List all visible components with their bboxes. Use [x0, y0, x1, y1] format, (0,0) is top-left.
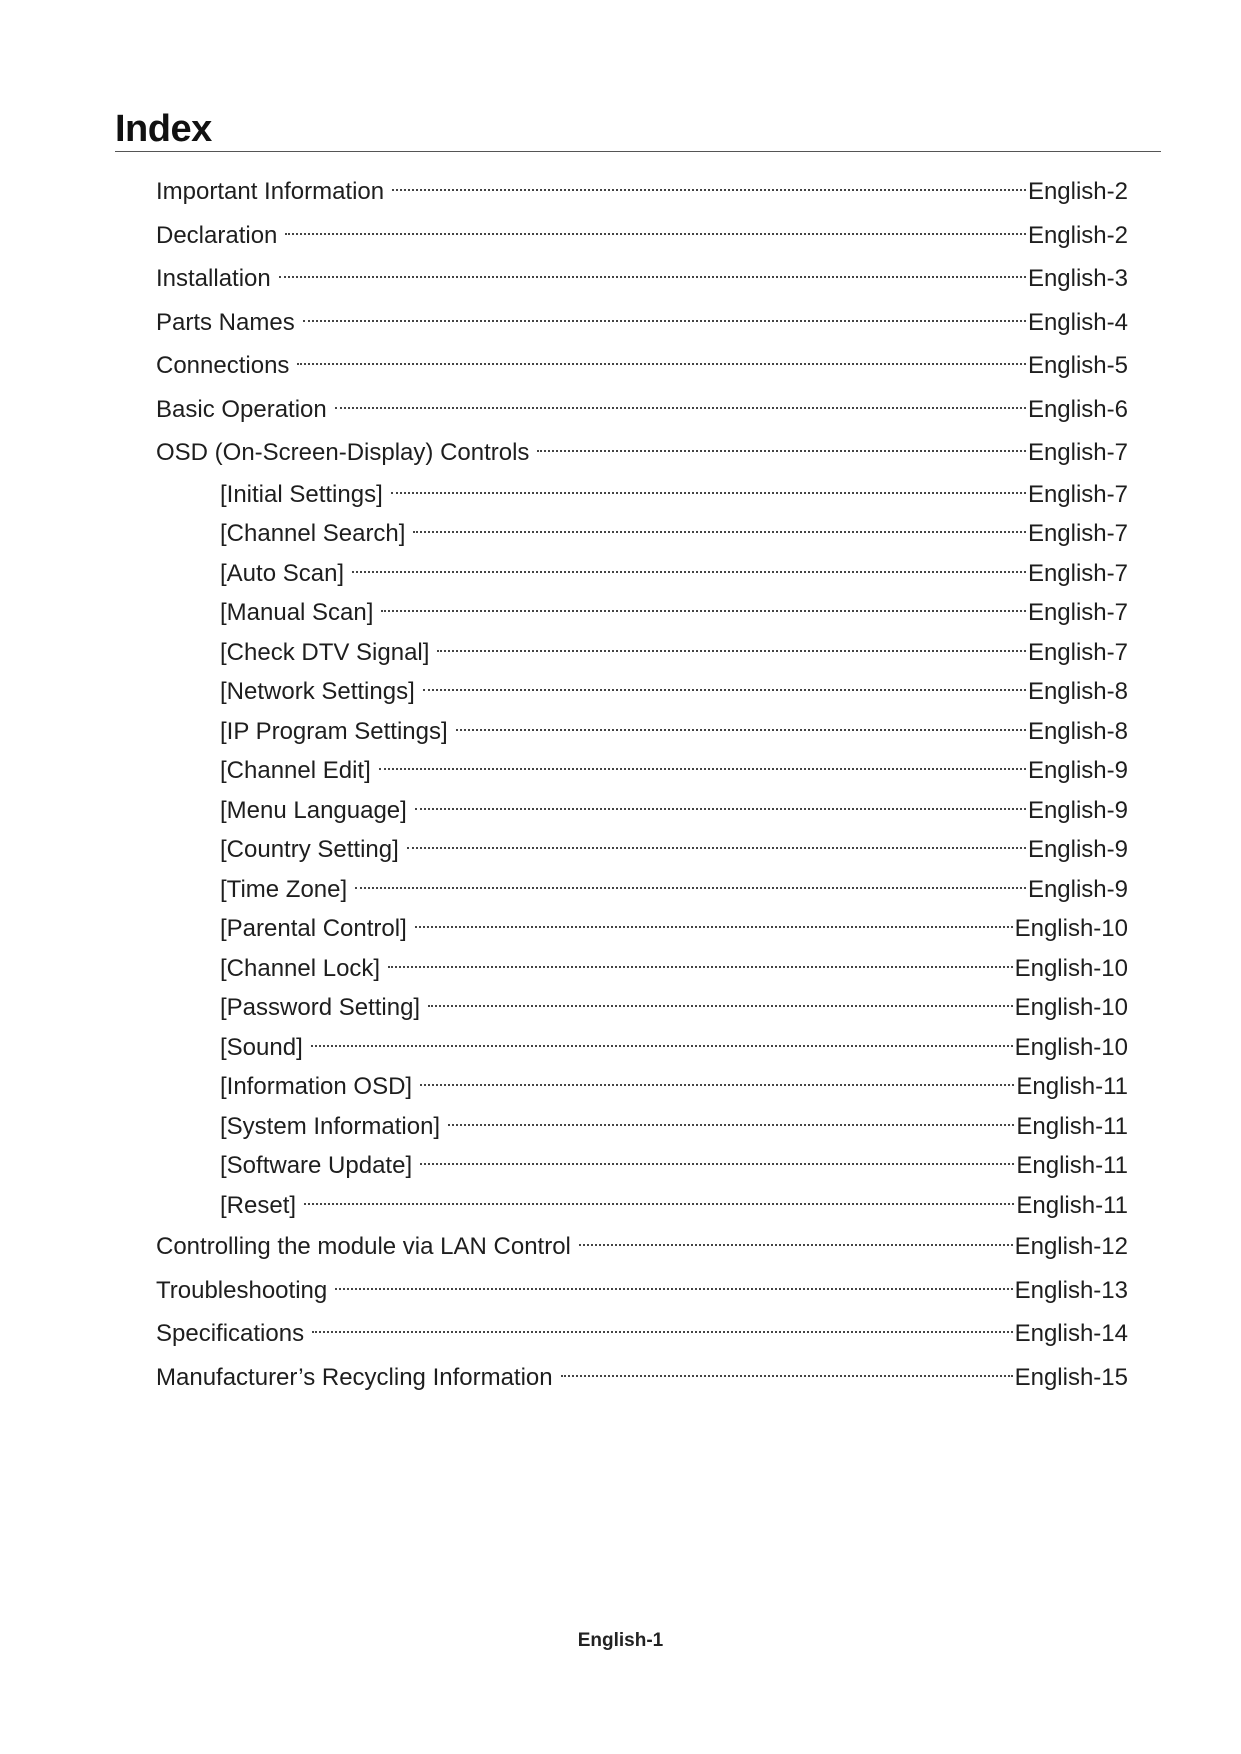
toc-entry-label: Declaration	[156, 221, 278, 249]
toc-leader-dots	[437, 650, 1026, 652]
toc-subentry[interactable]	[156, 1146, 1128, 1186]
toc-subentry[interactable]	[156, 949, 1128, 989]
toc-subentry[interactable]	[156, 593, 1128, 633]
toc-leader-dots	[407, 847, 1026, 849]
toc-leader-dots	[415, 808, 1026, 810]
toc-subentry[interactable]	[156, 909, 1128, 949]
toc-leader-dots	[448, 1124, 1014, 1126]
toc-leader-dots	[423, 689, 1026, 691]
toc-leader-dots	[279, 276, 1026, 278]
toc-entry-page: English-8	[1027, 678, 1128, 705]
toc-entry-label: Important Information	[156, 178, 385, 205]
toc-subentry[interactable]	[156, 1107, 1128, 1147]
toc-entry-page: English-9	[1027, 796, 1128, 824]
toc-entry-label: [Country Setting]	[220, 836, 399, 863]
toc-leader-dots	[352, 571, 1026, 573]
toc-entry-label: Parts Names	[156, 308, 295, 336]
toc-leader-dots	[304, 1203, 1014, 1205]
toc-entry-label: [Manual Scan]	[220, 599, 374, 626]
toc-entry[interactable]	[156, 388, 1128, 432]
toc-entry[interactable]	[156, 1269, 1128, 1313]
toc-entry-label: [Auto Scan]	[220, 559, 345, 587]
toc-leader-dots	[456, 729, 1026, 731]
toc-entry-label: [Parental Control]	[220, 915, 407, 942]
toc-entry[interactable]	[156, 170, 1128, 214]
toc-subentry[interactable]	[156, 712, 1128, 752]
toc-entry-label: [Reset]	[220, 1191, 297, 1219]
toc-entry-label: [IP Program Settings]	[220, 717, 448, 745]
toc-subentry[interactable]	[156, 672, 1128, 712]
page-title: Index	[115, 108, 212, 150]
table-of-contents	[156, 170, 1128, 1399]
toc-subentry[interactable]	[156, 1028, 1128, 1068]
toc-leader-dots	[428, 1005, 1012, 1007]
toc-entry-page: English-7	[1027, 559, 1128, 587]
toc-leader-dots	[379, 768, 1026, 770]
toc-entry[interactable]	[156, 431, 1128, 475]
toc-entry[interactable]	[156, 1225, 1128, 1269]
toc-subentry[interactable]	[156, 514, 1128, 554]
toc-entry[interactable]	[156, 1356, 1128, 1400]
toc-entry-page: English-11	[1016, 1073, 1128, 1100]
toc-entry-label: [Channel Search]	[220, 520, 406, 547]
toc-entry-label: [Information OSD]	[220, 1073, 413, 1100]
toc-entry-label: [Initial Settings]	[220, 480, 383, 508]
toc-subentry[interactable]	[156, 870, 1128, 910]
toc-entry-page: English-11	[1016, 1191, 1128, 1219]
toc-leader-dots	[561, 1375, 1013, 1377]
toc-leader-dots	[392, 189, 1026, 191]
toc-entry-page: English-10	[1014, 1033, 1128, 1061]
toc-leader-dots	[391, 492, 1026, 494]
toc-leader-dots	[297, 363, 1026, 365]
toc-leader-dots	[355, 887, 1026, 889]
toc-entry-page: English-7	[1027, 599, 1128, 626]
toc-leader-dots	[285, 233, 1026, 235]
toc-entry-page: English-2	[1027, 178, 1128, 205]
toc-leader-dots	[381, 610, 1026, 612]
toc-entry-label: Controlling the module via LAN Control	[156, 1233, 571, 1260]
toc-subentry[interactable]	[156, 791, 1128, 831]
toc-entry-label: [Menu Language]	[220, 796, 407, 824]
toc-leader-dots	[579, 1244, 1013, 1246]
toc-entry-page: English-11	[1016, 1152, 1128, 1179]
toc-entry-page: English-9	[1027, 875, 1128, 903]
toc-entry-page: English-10	[1014, 954, 1128, 982]
toc-leader-dots	[311, 1045, 1013, 1047]
toc-subentry[interactable]	[156, 988, 1128, 1028]
toc-entry-label: [Password Setting]	[220, 994, 421, 1021]
toc-entry-page: English-7	[1027, 439, 1128, 466]
toc-leader-dots	[335, 407, 1026, 409]
toc-subentry[interactable]	[156, 475, 1128, 515]
toc-entry-page: English-8	[1027, 717, 1128, 745]
toc-subentry[interactable]	[156, 554, 1128, 594]
toc-leader-dots	[537, 450, 1026, 452]
page-number-footer: English-1	[577, 1630, 664, 1651]
toc-entry-label: [Channel Lock]	[220, 954, 381, 982]
toc-entry-label: Specifications	[156, 1320, 305, 1347]
toc-entry-page: English-3	[1027, 265, 1128, 292]
toc-entry-page: English-12	[1014, 1233, 1128, 1260]
toc-entry[interactable]	[156, 1312, 1128, 1356]
toc-subentry[interactable]	[156, 751, 1128, 791]
toc-subentry[interactable]	[156, 830, 1128, 870]
toc-entry-label: [Check DTV Signal]	[220, 638, 430, 666]
toc-entry-label: [Network Settings]	[220, 678, 415, 705]
toc-leader-dots	[312, 1331, 1013, 1333]
toc-subentry[interactable]	[156, 1186, 1128, 1226]
toc-entry-page: English-10	[1014, 915, 1128, 942]
toc-entry[interactable]	[156, 344, 1128, 388]
toc-leader-dots	[420, 1163, 1014, 1165]
toc-entry-page: English-4	[1027, 308, 1128, 336]
title-divider	[115, 151, 1161, 152]
toc-leader-dots	[413, 531, 1025, 533]
toc-entry-page: English-6	[1027, 395, 1128, 423]
toc-entry-page: English-9	[1027, 757, 1128, 784]
toc-entry[interactable]	[156, 301, 1128, 345]
toc-entry-page: English-7	[1027, 480, 1128, 508]
toc-leader-dots	[420, 1084, 1014, 1086]
toc-entry-label: Basic Operation	[156, 395, 327, 423]
toc-entry-label: Installation	[156, 265, 271, 292]
toc-entry-page: English-15	[1014, 1363, 1128, 1391]
toc-entry-label: OSD (On-Screen-Display) Controls	[156, 439, 530, 466]
toc-entry-page: English-14	[1014, 1320, 1128, 1347]
toc-entry-page: English-11	[1016, 1112, 1128, 1140]
toc-entry-label: [Software Update]	[220, 1152, 413, 1179]
toc-entry-page: English-2	[1027, 221, 1128, 249]
toc-entry-page: English-10	[1014, 994, 1128, 1021]
toc-entry-page: English-7	[1027, 520, 1128, 547]
toc-leader-dots	[335, 1288, 1012, 1290]
toc-entry-label: Manufacturer’s Recycling Information	[156, 1363, 553, 1391]
toc-entry-page: English-7	[1027, 638, 1128, 666]
toc-entry-label: [System Information]	[220, 1112, 441, 1140]
toc-entry-label: Troubleshooting	[156, 1276, 328, 1304]
toc-entry-page: English-5	[1027, 352, 1128, 379]
toc-entry-label: [Channel Edit]	[220, 757, 371, 784]
toc-entry-page: English-9	[1027, 836, 1128, 863]
toc-subentry[interactable]	[156, 1067, 1128, 1107]
toc-entry[interactable]	[156, 257, 1128, 301]
toc-leader-dots	[303, 320, 1026, 322]
toc-entry-label: [Time Zone]	[220, 875, 348, 903]
toc-subentry[interactable]	[156, 633, 1128, 673]
toc-entry-label: Connections	[156, 352, 290, 379]
toc-entry-label: [Sound]	[220, 1033, 303, 1061]
toc-entry-page: English-13	[1014, 1276, 1128, 1304]
toc-leader-dots	[415, 926, 1013, 928]
toc-entry[interactable]	[156, 214, 1128, 258]
toc-leader-dots	[388, 966, 1012, 968]
